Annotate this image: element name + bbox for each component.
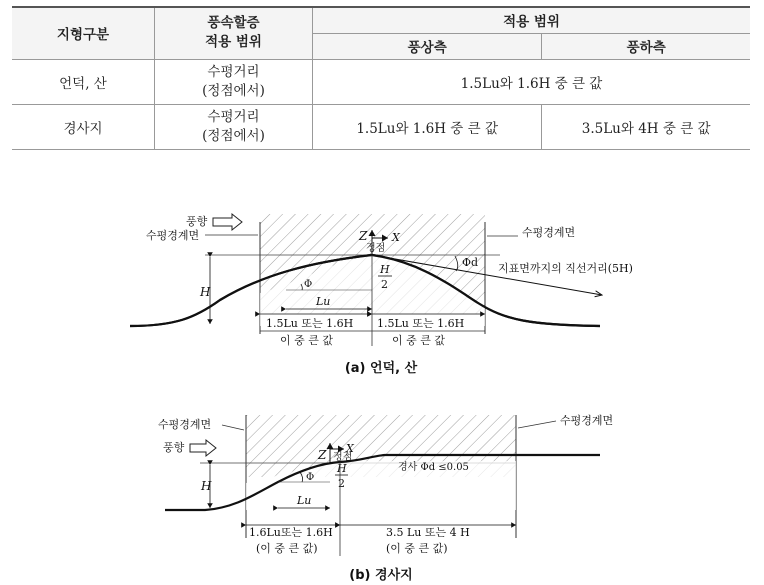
z-axis-label: Z: [318, 448, 327, 462]
peak-label: 정점: [333, 452, 353, 463]
boundary-left-label: 수평경계면: [146, 229, 200, 242]
cell-terrain: 경사지: [12, 104, 155, 149]
h-half-num: H: [380, 263, 390, 276]
left-range-label: 1.5Lu 또는 1.6H: [266, 317, 354, 330]
straight-distance-label: 지표면까지의 직선거리(5H): [498, 262, 633, 275]
cell-terrain: 언덕, 산: [12, 59, 155, 104]
right-note-label: 이 중 큰 값: [392, 334, 445, 347]
caption-b: (b) 경사지: [349, 568, 413, 583]
header-scope-line1: 풍속할증: [207, 15, 260, 32]
header-downwind: 풍하측: [542, 33, 750, 59]
z-axis-label: Z: [359, 229, 368, 243]
lu-label: Lu: [316, 295, 331, 308]
right-range-label: 3.5 Lu 또는 4 H: [386, 526, 470, 539]
boundary-right-label: 수평경계면: [522, 226, 576, 239]
lu-label: Lu: [297, 494, 312, 507]
x-axis-label: X: [346, 442, 354, 455]
header-scope-line2: 적용 범위: [205, 34, 262, 51]
phi-label: Φ: [306, 472, 315, 483]
h-label: H: [201, 479, 212, 493]
cell-downwind: 3.5Lu와 4H 중 큰 값: [542, 104, 750, 149]
wind-label: 풍향: [163, 441, 185, 454]
header-apply: 적용 범위: [313, 7, 751, 33]
phi-label: Φ: [304, 279, 313, 290]
wind-label: 풍향: [186, 215, 208, 228]
cell-scope-line1: 수평거리: [207, 108, 260, 125]
h-half-den: 2: [338, 477, 345, 490]
figure-b: [158, 413, 613, 583]
x-axis-label: X: [392, 231, 400, 244]
h-label: H: [200, 285, 211, 299]
wind-arrow-icon: [213, 214, 242, 230]
boundary-right-label: 수평경계면: [560, 414, 614, 427]
header-terrain: 지형구분: [12, 7, 155, 59]
cell-scope-line2: (정점에서): [202, 127, 265, 144]
slope-note-label: 경사 Φd ≤0.05: [398, 462, 469, 473]
figure-a: [130, 214, 633, 376]
cell-scope-line1: 수평거리: [207, 63, 260, 80]
left-note-label: (이 중 큰 값): [256, 542, 318, 555]
left-note-label: 이 중 큰 값: [280, 334, 333, 347]
right-range-label: 1.5Lu 또는 1.6H: [377, 317, 465, 330]
h-half-num: H: [337, 462, 347, 475]
caption-a: (a) 언덕, 산: [344, 361, 418, 376]
header-upwind: 풍상측: [313, 33, 542, 59]
wind-arrow-icon: [190, 440, 216, 456]
h-half-den: 2: [381, 278, 388, 291]
cell-upwind: 1.5Lu와 1.6H 중 큰 값: [313, 104, 542, 149]
phi-d-label: Φd: [462, 256, 479, 269]
boundary-left-label: 수평경계면: [158, 418, 212, 431]
peak-label: 정점: [366, 243, 386, 254]
right-note-label: (이 중 큰 값): [386, 542, 448, 555]
cell-scope-line2: (정점에서): [202, 82, 265, 99]
cell-merged: 1.5Lu와 1.6H 중 큰 값: [313, 59, 751, 104]
left-range-label: 1.6Lu또는 1.6H: [249, 526, 333, 539]
